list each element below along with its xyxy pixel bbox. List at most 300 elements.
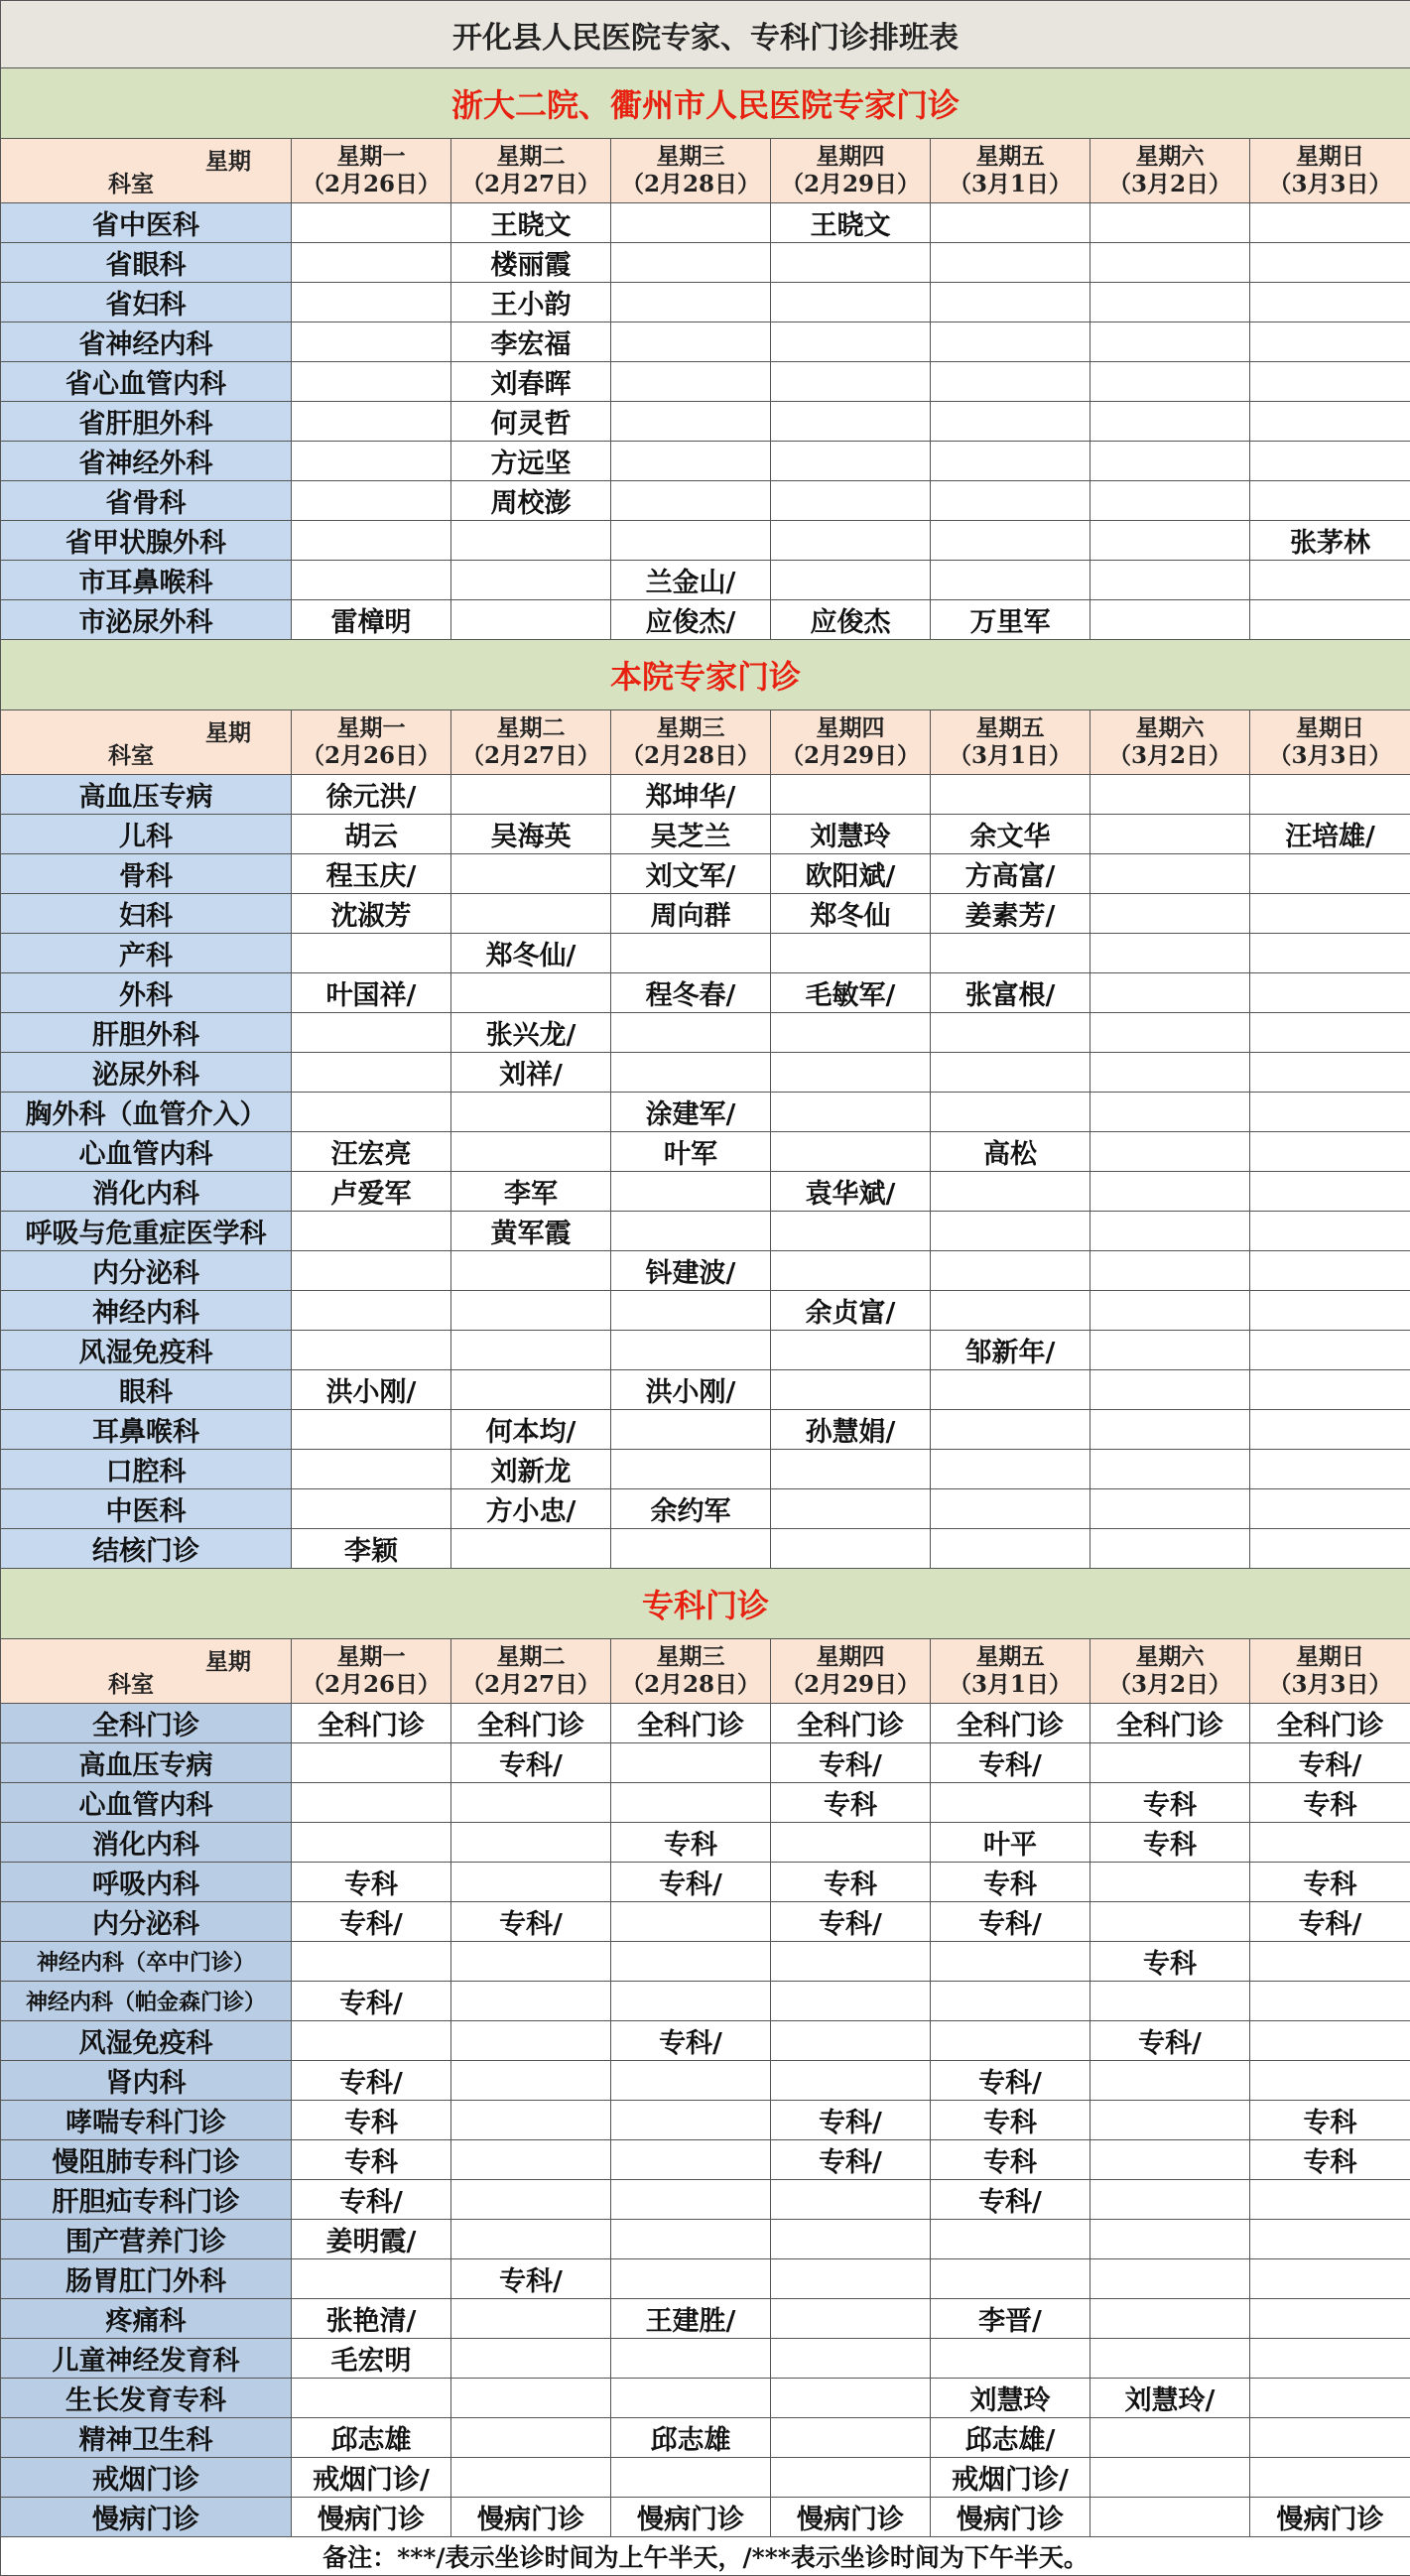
schedule-cell xyxy=(1090,2418,1250,2458)
schedule-cell xyxy=(931,402,1090,442)
schedule-cell: 吴海英 xyxy=(451,815,611,854)
schedule-cell: 专科/ xyxy=(771,1902,931,1942)
schedule-cell xyxy=(1250,561,1410,600)
schedule-cell xyxy=(1250,2299,1410,2339)
schedule-cell: 专科 xyxy=(771,1863,931,1902)
schedule-cell xyxy=(1250,203,1410,243)
department-name: 精神卫生科 xyxy=(1,2418,292,2458)
schedule-cell xyxy=(611,2140,771,2180)
schedule-cell xyxy=(1090,2140,1250,2180)
schedule-cell xyxy=(611,1013,771,1053)
note-row xyxy=(1,2537,1410,2576)
weekday: 星期日 xyxy=(1250,143,1410,171)
day-header xyxy=(611,1639,771,1704)
table-row xyxy=(1,2220,1410,2259)
schedule-cell xyxy=(1250,1132,1410,1172)
date: （3月2日） xyxy=(1090,742,1249,770)
day-header xyxy=(451,139,611,203)
schedule-cell xyxy=(451,2379,611,2418)
schedule-cell: 方远坚 xyxy=(451,442,611,481)
date: （2月26日） xyxy=(292,742,450,770)
schedule-cell xyxy=(1250,1291,1410,1331)
schedule-cell xyxy=(771,1013,931,1053)
schedule-cell xyxy=(292,203,451,243)
schedule-cell xyxy=(611,1450,771,1489)
schedule-cell: 专科 xyxy=(1250,1863,1410,1902)
table-row xyxy=(1,1053,1410,1093)
schedule-cell: 李晋/ xyxy=(931,2299,1090,2339)
schedule-cell: 戒烟门诊/ xyxy=(292,2458,451,2498)
schedule-cell xyxy=(771,1450,931,1489)
schedule-cell xyxy=(611,2339,771,2379)
schedule-cell xyxy=(1090,1013,1250,1053)
schedule-cell: 姜明霞/ xyxy=(292,2220,451,2259)
schedule-cell xyxy=(771,362,931,402)
day-header-row xyxy=(1,139,1410,203)
schedule-cell xyxy=(451,1132,611,1172)
schedule-cell: 胡云 xyxy=(292,815,451,854)
schedule-cell xyxy=(771,2379,931,2418)
schedule-cell: 专科/ xyxy=(292,2061,451,2101)
department-name: 省神经内科 xyxy=(1,322,292,362)
schedule-cell: 专科 xyxy=(1090,1783,1250,1823)
schedule-cell xyxy=(771,2180,931,2220)
weekday: 星期五 xyxy=(931,1643,1090,1671)
schedule-cell xyxy=(451,1093,611,1132)
schedule-cell xyxy=(1090,203,1250,243)
schedule-cell xyxy=(1090,243,1250,283)
schedule-cell: 慢病门诊 xyxy=(931,2498,1090,2537)
schedule-cell xyxy=(1090,2220,1250,2259)
schedule-cell xyxy=(1090,1982,1250,2021)
schedule-cell xyxy=(1090,362,1250,402)
schedule-cell xyxy=(292,1823,451,1863)
table-row xyxy=(1,775,1410,815)
schedule-cell xyxy=(771,561,931,600)
schedule-cell: 专科 xyxy=(611,1823,771,1863)
schedule-cell xyxy=(771,1132,931,1172)
schedule-cell xyxy=(1090,1529,1250,1569)
schedule-cell: 高松 xyxy=(931,1132,1090,1172)
department-name: 省妇科 xyxy=(1,283,292,322)
schedule-cell xyxy=(292,322,451,362)
schedule-cell xyxy=(451,2220,611,2259)
weekday: 星期四 xyxy=(771,1643,930,1671)
schedule-cell xyxy=(1090,1172,1250,1212)
day-header xyxy=(1250,710,1410,775)
day-header xyxy=(931,1639,1090,1704)
schedule-cell xyxy=(611,402,771,442)
schedule-cell xyxy=(611,243,771,283)
schedule-cell: 专科/ xyxy=(931,1743,1090,1783)
schedule-cell: 应俊杰/ xyxy=(611,600,771,640)
schedule-cell: 专科 xyxy=(931,2140,1090,2180)
schedule-cell: 张兴龙/ xyxy=(451,1013,611,1053)
corner-weekday-label: 星期 xyxy=(205,1643,251,1676)
schedule-cell: 袁华斌/ xyxy=(771,1172,931,1212)
date: （2月28日） xyxy=(611,1671,770,1699)
day-header-row xyxy=(1,1639,1410,1704)
schedule-cell xyxy=(931,2021,1090,2061)
day-header xyxy=(611,710,771,775)
schedule-cell xyxy=(451,1529,611,1569)
schedule-cell: 毛宏明 xyxy=(292,2339,451,2379)
schedule-cell: 程冬春/ xyxy=(611,973,771,1013)
date: （3月1日） xyxy=(931,742,1090,770)
schedule-cell xyxy=(1090,2498,1250,2537)
schedule-cell xyxy=(931,1489,1090,1529)
schedule-cell xyxy=(931,322,1090,362)
schedule-cell xyxy=(611,283,771,322)
schedule-cell xyxy=(611,2101,771,2140)
department-name: 胸外科（血管介入） xyxy=(1,1093,292,1132)
schedule-cell xyxy=(1250,600,1410,640)
schedule-cell xyxy=(931,362,1090,402)
schedule-cell xyxy=(1250,1053,1410,1093)
schedule-cell xyxy=(1090,283,1250,322)
schedule-cell: 王晓文 xyxy=(451,203,611,243)
schedule-cell xyxy=(1250,1942,1410,1982)
table-row xyxy=(1,1212,1410,1251)
table-row xyxy=(1,322,1410,362)
date: （2月27日） xyxy=(451,742,610,770)
table-row xyxy=(1,1704,1410,1743)
schedule-cell xyxy=(1090,1743,1250,1783)
day-header xyxy=(931,710,1090,775)
schedule-cell xyxy=(1250,402,1410,442)
weekday: 星期一 xyxy=(292,714,450,742)
department-name: 高血压专病 xyxy=(1,1743,292,1783)
table-row xyxy=(1,973,1410,1013)
schedule-cell: 洪小刚/ xyxy=(611,1370,771,1410)
schedule-cell xyxy=(451,2101,611,2140)
schedule-cell xyxy=(611,1783,771,1823)
schedule-cell xyxy=(1090,1291,1250,1331)
table-row xyxy=(1,402,1410,442)
department-name: 神经内科 xyxy=(1,1291,292,1331)
weekday: 星期六 xyxy=(1090,714,1249,742)
table-row xyxy=(1,1013,1410,1053)
table-row xyxy=(1,1489,1410,1529)
schedule-cell xyxy=(611,1331,771,1370)
weekday: 星期三 xyxy=(611,714,770,742)
table-row xyxy=(1,2140,1410,2180)
schedule-cell xyxy=(611,1291,771,1331)
department-name: 慢阻肺专科门诊 xyxy=(1,2140,292,2180)
table-row xyxy=(1,1529,1410,1569)
schedule-cell xyxy=(1250,1331,1410,1370)
corner-weekday-label: 星期 xyxy=(205,143,251,176)
section-title: 本院专家门诊 xyxy=(1,640,1410,710)
schedule-cell xyxy=(1250,243,1410,283)
schedule-cell: 专科/ xyxy=(771,2140,931,2180)
day-header xyxy=(1250,1639,1410,1704)
schedule-cell xyxy=(292,283,451,322)
schedule-cell xyxy=(611,2061,771,2101)
table-row xyxy=(1,561,1410,600)
schedule-cell: 全科门诊 xyxy=(1250,1704,1410,1743)
schedule-cell xyxy=(451,2299,611,2339)
schedule-cell xyxy=(292,1013,451,1053)
day-header xyxy=(1090,1639,1250,1704)
corner-header xyxy=(1,710,292,775)
schedule-cell: 慢病门诊 xyxy=(771,2498,931,2537)
schedule-cell: 专科 xyxy=(1090,1942,1250,1982)
schedule-cell: 专科/ xyxy=(931,2061,1090,2101)
schedule-cell xyxy=(451,2418,611,2458)
table-row xyxy=(1,2379,1410,2418)
department-name: 口腔科 xyxy=(1,1450,292,1489)
schedule-cell xyxy=(611,2259,771,2299)
table-row xyxy=(1,1410,1410,1450)
schedule-cell xyxy=(771,1212,931,1251)
table-row xyxy=(1,2418,1410,2458)
schedule-cell xyxy=(931,1982,1090,2021)
schedule-cell xyxy=(1090,600,1250,640)
table-row xyxy=(1,600,1410,640)
schedule-cell: 郑冬仙 xyxy=(771,894,931,934)
schedule-cell xyxy=(931,2339,1090,2379)
schedule-cell: 全科门诊 xyxy=(292,1704,451,1743)
date: （2月29日） xyxy=(771,1671,930,1699)
schedule-cell xyxy=(931,934,1090,973)
schedule-cell xyxy=(451,2180,611,2220)
department-name: 风湿免疫科 xyxy=(1,2021,292,2061)
schedule-cell xyxy=(292,243,451,283)
department-name: 省神经外科 xyxy=(1,442,292,481)
department-name: 市泌尿外科 xyxy=(1,600,292,640)
schedule-cell: 刘慧玲 xyxy=(771,815,931,854)
schedule-cell xyxy=(1090,1331,1250,1370)
weekday: 星期日 xyxy=(1250,714,1410,742)
table-row xyxy=(1,1370,1410,1410)
schedule-cell: 专科 xyxy=(1250,2101,1410,2140)
weekday: 星期六 xyxy=(1090,1643,1249,1671)
schedule-cell xyxy=(451,854,611,894)
department-name: 呼吸与危重症医学科 xyxy=(1,1212,292,1251)
schedule-cell xyxy=(611,2180,771,2220)
schedule-cell: 叶军 xyxy=(611,1132,771,1172)
department-name: 肝胆外科 xyxy=(1,1013,292,1053)
table-row xyxy=(1,1783,1410,1823)
schedule-cell: 全科门诊 xyxy=(451,1704,611,1743)
schedule-cell xyxy=(931,1013,1090,1053)
schedule-cell xyxy=(1090,2339,1250,2379)
schedule-cell: 楼丽霞 xyxy=(451,243,611,283)
section-header-row xyxy=(1,68,1410,139)
schedule-cell: 专科/ xyxy=(1250,1902,1410,1942)
schedule-cell: 郑坤华/ xyxy=(611,775,771,815)
schedule-cell: 余约军 xyxy=(611,1489,771,1529)
schedule-cell: 专科/ xyxy=(611,1863,771,1902)
weekday: 星期日 xyxy=(1250,1643,1410,1671)
department-name: 肠胃肛门外科 xyxy=(1,2259,292,2299)
department-name: 省眼科 xyxy=(1,243,292,283)
schedule-cell xyxy=(1250,481,1410,521)
schedule-cell xyxy=(1250,1212,1410,1251)
date: （2月26日） xyxy=(292,1671,450,1699)
schedule-cell xyxy=(451,1251,611,1291)
schedule-cell: 孙慧娟/ xyxy=(771,1410,931,1450)
schedule-cell: 刘慧玲/ xyxy=(1090,2379,1250,2418)
date: （3月2日） xyxy=(1090,171,1249,198)
schedule-cell xyxy=(931,1172,1090,1212)
schedule-cell: 余文华 xyxy=(931,815,1090,854)
schedule-cell xyxy=(1250,1410,1410,1450)
date: （3月1日） xyxy=(931,171,1090,198)
schedule-cell xyxy=(1250,2418,1410,2458)
schedule-cell xyxy=(1090,481,1250,521)
schedule-cell xyxy=(771,1093,931,1132)
schedule-cell xyxy=(931,1291,1090,1331)
schedule-cell: 汪培雄/ xyxy=(1250,815,1410,854)
schedule-cell xyxy=(611,1743,771,1783)
schedule-cell xyxy=(771,1942,931,1982)
department-name: 心血管内科 xyxy=(1,1783,292,1823)
schedule-cell xyxy=(451,894,611,934)
schedule-cell: 刘新龙 xyxy=(451,1450,611,1489)
day-header xyxy=(451,710,611,775)
schedule-cell xyxy=(771,775,931,815)
schedule-cell xyxy=(1090,1093,1250,1132)
schedule-cell xyxy=(931,1053,1090,1093)
schedule-cell xyxy=(611,481,771,521)
schedule-cell: 邱志雄/ xyxy=(931,2418,1090,2458)
date: （3月1日） xyxy=(931,1671,1090,1699)
schedule-cell: 专科/ xyxy=(292,1982,451,2021)
schedule-cell xyxy=(1250,322,1410,362)
schedule-cell xyxy=(771,402,931,442)
schedule-cell xyxy=(611,1982,771,2021)
schedule-cell xyxy=(771,283,931,322)
schedule-cell xyxy=(931,1410,1090,1450)
schedule-cell xyxy=(611,362,771,402)
schedule-cell xyxy=(1250,1172,1410,1212)
department-name: 疼痛科 xyxy=(1,2299,292,2339)
schedule-cell xyxy=(1090,1410,1250,1450)
schedule-cell xyxy=(292,1291,451,1331)
schedule-cell: 徐元洪/ xyxy=(292,775,451,815)
schedule-cell: 专科 xyxy=(292,2140,451,2180)
schedule-cell xyxy=(771,1370,931,1410)
schedule-cell: 专科/ xyxy=(292,2180,451,2220)
schedule-cell xyxy=(1090,561,1250,600)
schedule-cell xyxy=(931,243,1090,283)
table-row xyxy=(1,1132,1410,1172)
schedule-cell xyxy=(292,1489,451,1529)
schedule-cell: 沈淑芳 xyxy=(292,894,451,934)
schedule-cell xyxy=(931,521,1090,561)
schedule-cell xyxy=(1090,1489,1250,1529)
date: （2月26日） xyxy=(292,171,450,198)
schedule-cell xyxy=(1250,2220,1410,2259)
table-row xyxy=(1,2498,1410,2537)
schedule-cell xyxy=(1250,362,1410,402)
schedule-cell xyxy=(771,2418,931,2458)
schedule-cell xyxy=(292,481,451,521)
schedule-cell xyxy=(292,1410,451,1450)
schedule-cell xyxy=(1090,815,1250,854)
department-name: 消化内科 xyxy=(1,1172,292,1212)
schedule-cell: 兰金山/ xyxy=(611,561,771,600)
schedule-cell: 全科门诊 xyxy=(931,1704,1090,1743)
schedule-cell xyxy=(771,1823,931,1863)
department-name: 省甲状腺外科 xyxy=(1,521,292,561)
schedule-cell xyxy=(611,2379,771,2418)
schedule-cell xyxy=(1090,2458,1250,2498)
weekday: 星期二 xyxy=(451,143,610,171)
schedule-cell: 郑冬仙/ xyxy=(451,934,611,973)
table-row xyxy=(1,1450,1410,1489)
schedule-cell xyxy=(931,1529,1090,1569)
schedule-cell: 叶国祥/ xyxy=(292,973,451,1013)
schedule-cell: 刘春晖 xyxy=(451,362,611,402)
schedule-cell xyxy=(771,2021,931,2061)
schedule-cell: 专科/ xyxy=(451,1902,611,1942)
table-row xyxy=(1,1942,1410,1982)
schedule-cell xyxy=(451,600,611,640)
department-name: 省肝胆外科 xyxy=(1,402,292,442)
schedule-cell xyxy=(611,521,771,561)
schedule-cell: 王小韵 xyxy=(451,283,611,322)
schedule-cell: 余贞富/ xyxy=(771,1291,931,1331)
schedule-cell xyxy=(611,203,771,243)
schedule-cell xyxy=(451,561,611,600)
schedule-cell xyxy=(1250,1489,1410,1529)
weekday: 星期一 xyxy=(292,1643,450,1671)
schedule-cell: 专科 xyxy=(1090,1823,1250,1863)
table-row xyxy=(1,1982,1410,2021)
schedule-cell xyxy=(1250,854,1410,894)
schedule-cell xyxy=(292,402,451,442)
schedule-cell xyxy=(292,1450,451,1489)
department-name: 内分泌科 xyxy=(1,1902,292,1942)
table-row xyxy=(1,2259,1410,2299)
schedule-cell: 邹新年/ xyxy=(931,1331,1090,1370)
schedule-cell xyxy=(771,2259,931,2299)
date: （3月3日） xyxy=(1250,171,1410,198)
table-row xyxy=(1,2458,1410,2498)
department-name: 神经内科（帕金森门诊） xyxy=(1,1982,292,2021)
date: （2月29日） xyxy=(771,742,930,770)
schedule-cell xyxy=(931,1942,1090,1982)
schedule-cell xyxy=(931,1370,1090,1410)
schedule-cell: 专科/ xyxy=(451,1743,611,1783)
schedule-cell xyxy=(1250,1982,1410,2021)
schedule-cell xyxy=(451,1370,611,1410)
day-header xyxy=(771,1639,931,1704)
schedule-cell xyxy=(1090,442,1250,481)
schedule-cell xyxy=(451,775,611,815)
table-row xyxy=(1,2339,1410,2379)
schedule-cell xyxy=(771,322,931,362)
department-name: 外科 xyxy=(1,973,292,1013)
table-row xyxy=(1,481,1410,521)
schedule-cell: 专科 xyxy=(292,2101,451,2140)
department-name: 肾内科 xyxy=(1,2061,292,2101)
department-name: 神经内科（卒中门诊） xyxy=(1,1942,292,1982)
table-row xyxy=(1,1291,1410,1331)
schedule-cell: 专科/ xyxy=(1250,1743,1410,1783)
weekday: 星期五 xyxy=(931,143,1090,171)
table-row xyxy=(1,1251,1410,1291)
department-name: 中医科 xyxy=(1,1489,292,1529)
table-row xyxy=(1,203,1410,243)
schedule-cell xyxy=(451,973,611,1013)
schedule-cell: 卢爱军 xyxy=(292,1172,451,1212)
table-row xyxy=(1,442,1410,481)
department-name: 呼吸内科 xyxy=(1,1863,292,1902)
